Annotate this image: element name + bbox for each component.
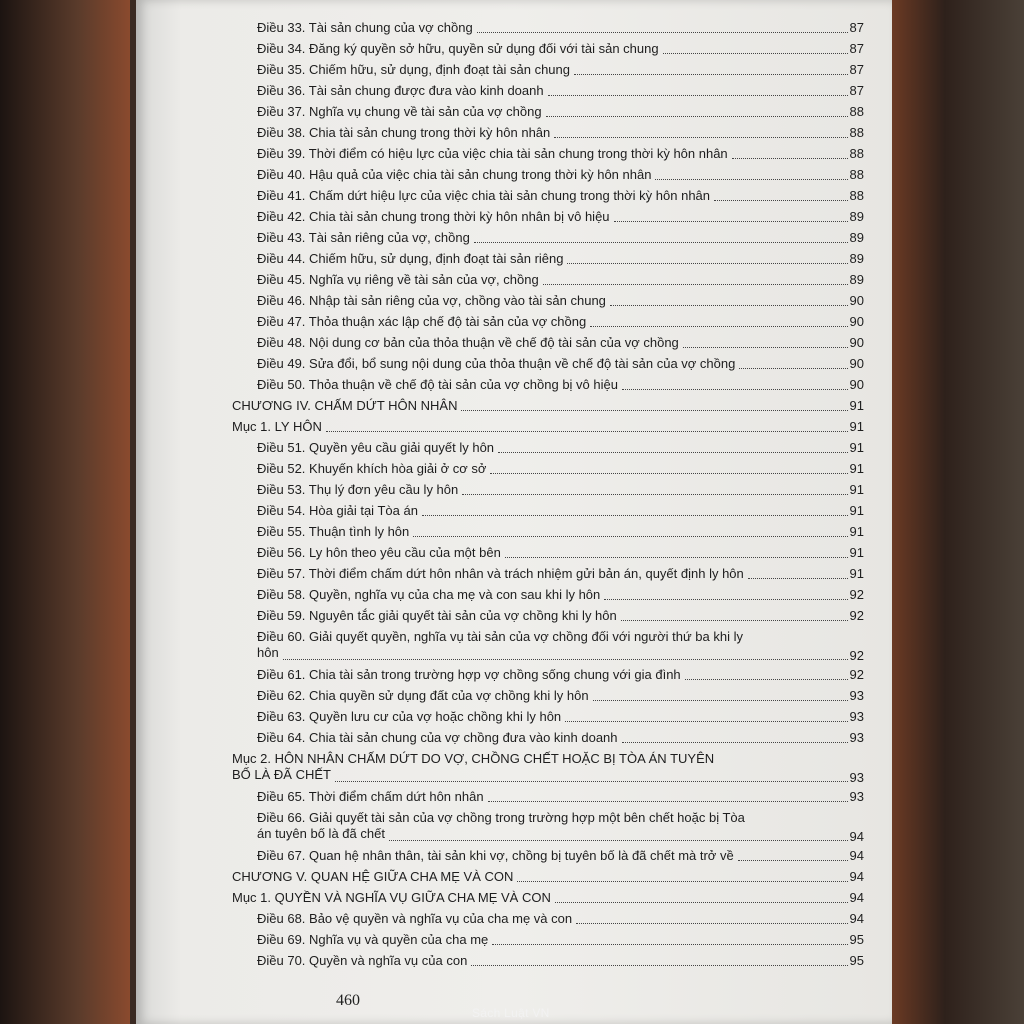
toc-entry-title: Điều 50. Thỏa thuận về chế độ tài sản của vợ chồng bị vô hiệu bbox=[257, 377, 618, 392]
dot-leader bbox=[492, 944, 848, 945]
toc-entry-title: Điều 44. Chiếm hữu, sử dụng, định đoạt tài sản riêng bbox=[257, 251, 564, 266]
toc-entry bbox=[257, 461, 864, 477]
dot-leader bbox=[471, 965, 848, 966]
toc-page-number: 94 bbox=[849, 829, 864, 844]
dot-leader bbox=[732, 158, 848, 159]
toc-entry bbox=[257, 62, 864, 78]
toc-entry-title: Điều 49. Sửa đổi, bổ sung nội dung của thỏa thuận về chế độ tài sản của vợ chồng bbox=[257, 356, 736, 371]
toc-heading bbox=[232, 869, 864, 885]
toc-entry-title: Điều 68. Bảo vệ quyền và nghĩa vụ của cha mẹ và con bbox=[257, 911, 573, 926]
toc-entry bbox=[257, 272, 864, 288]
toc-entry-title: Điều 41. Chấm dứt hiệu lực của việc chia tài sản chung trong thời kỳ hôn nhân bbox=[257, 188, 711, 203]
dot-leader bbox=[490, 473, 848, 474]
toc-entry-title: Điều 36. Tài sản chung được đưa vào kinh doanh bbox=[257, 83, 544, 98]
dot-leader bbox=[748, 578, 848, 579]
toc-entry-multiline bbox=[232, 751, 864, 787]
toc-entry-title: Điều 56. Ly hôn theo yêu cầu của một bên bbox=[257, 545, 501, 560]
toc-entry-title: Điều 34. Đăng ký quyền sở hữu, quyền sử dụng đối với tài sản chung bbox=[257, 41, 659, 56]
toc-entry-title: Điều 51. Quyền yêu cầu giải quyết ly hôn bbox=[257, 440, 495, 455]
toc-page-number: 94 bbox=[849, 848, 864, 863]
toc-entry-title: Điều 53. Thụ lý đơn yêu cầu ly hôn bbox=[257, 482, 459, 497]
toc-page-number: 92 bbox=[849, 667, 864, 682]
toc-entry bbox=[257, 587, 864, 603]
toc-page-number: 88 bbox=[849, 104, 864, 119]
toc-entry bbox=[257, 146, 864, 162]
toc-entry-title: Điều 60. Giải quyết quyền, nghĩa vụ tài sản của vợ chồng đối với người thứ ba khi ly bbox=[257, 629, 743, 644]
toc-page-number: 88 bbox=[849, 146, 864, 161]
toc-page-number: 93 bbox=[849, 770, 864, 785]
toc-page-number: 90 bbox=[849, 377, 864, 392]
dot-leader bbox=[683, 347, 848, 348]
toc-entry bbox=[257, 314, 864, 330]
toc-entry-title: Điều 38. Chia tài sản chung trong thời kỳ hôn nhân bbox=[257, 125, 551, 140]
dot-leader bbox=[389, 840, 848, 841]
toc-entry-title-continued: hôn bbox=[257, 645, 279, 660]
toc-page-number: 91 bbox=[849, 419, 864, 434]
dot-leader bbox=[590, 326, 848, 327]
page-number: 460 bbox=[336, 992, 360, 1009]
dot-leader bbox=[714, 200, 848, 201]
toc-entry bbox=[257, 356, 864, 372]
toc-page-number: 93 bbox=[849, 730, 864, 745]
toc-entry bbox=[257, 83, 864, 99]
dot-leader bbox=[548, 95, 848, 96]
dot-leader bbox=[622, 389, 848, 390]
toc-entry bbox=[257, 608, 864, 624]
dot-leader bbox=[543, 284, 848, 285]
toc-entry bbox=[257, 20, 864, 36]
toc-entry bbox=[257, 911, 864, 927]
toc-entry bbox=[257, 953, 864, 969]
toc-page-number: 93 bbox=[849, 709, 864, 724]
toc-entry bbox=[257, 209, 864, 225]
toc-entry bbox=[257, 789, 864, 805]
toc-entry bbox=[257, 377, 864, 393]
toc-page-number: 90 bbox=[849, 335, 864, 350]
toc-entry-title: CHƯƠNG IV. CHẤM DỨT HÔN NHÂN bbox=[232, 398, 458, 413]
dot-leader bbox=[739, 368, 848, 369]
book-spine-shadow bbox=[0, 0, 130, 1024]
toc-entry-title: Điều 57. Thời điểm chấm dứt hôn nhân và trách nhiệm gửi bản án, quyết định ly hôn bbox=[257, 566, 744, 581]
dot-leader bbox=[474, 242, 848, 243]
toc-entry-title-continued: BỐ LÀ ĐÃ CHẾT bbox=[232, 767, 331, 782]
toc-entry bbox=[257, 932, 864, 948]
toc-entry-title: Mục 1. QUYỀN VÀ NGHĨA VỤ GIỮA CHA MẸ VÀ CON bbox=[232, 890, 551, 905]
toc-page-number: 91 bbox=[849, 524, 864, 539]
dot-leader bbox=[621, 620, 848, 621]
toc-entry-multiline bbox=[257, 629, 864, 665]
toc-page-number: 95 bbox=[849, 932, 864, 947]
toc-entry-title: Điều 45. Nghĩa vụ riêng về tài sản của vợ, chồng bbox=[257, 272, 539, 287]
toc-entry-title: Điều 52. Khuyến khích hòa giải ở cơ sở bbox=[257, 461, 487, 476]
toc-page-number: 91 bbox=[849, 482, 864, 497]
toc-page-number: 93 bbox=[849, 688, 864, 703]
toc-page-number: 89 bbox=[849, 272, 864, 287]
toc-entry-title: Điều 58. Quyền, nghĩa vụ của cha mẹ và con sau khi ly hôn bbox=[257, 587, 601, 602]
toc-entry-title: Điều 54. Hòa giải tại Tòa án bbox=[257, 503, 418, 518]
toc-page-number: 91 bbox=[849, 566, 864, 581]
toc-entry bbox=[257, 104, 864, 120]
toc-page-number: 89 bbox=[849, 209, 864, 224]
dot-leader bbox=[283, 659, 848, 660]
toc-entry-title: Điều 39. Thời điểm có hiệu lực của việc chia tài sản chung trong thời kỳ hôn nhân bbox=[257, 146, 728, 161]
toc-entry-multiline bbox=[257, 810, 864, 846]
toc-entry bbox=[257, 667, 864, 683]
toc-page-number: 88 bbox=[849, 188, 864, 203]
toc-page-number: 87 bbox=[849, 41, 864, 56]
toc-entry-title: Điều 69. Nghĩa vụ và quyền của cha mẹ bbox=[257, 932, 489, 947]
dot-leader bbox=[546, 116, 848, 117]
dot-leader bbox=[498, 452, 848, 453]
toc-entry bbox=[257, 167, 864, 183]
toc-entry-title: Điều 64. Chia tài sản chung của vợ chồng đưa vào kinh doanh bbox=[257, 730, 618, 745]
toc-entry-title: Điều 66. Giải quyết tài sản của vợ chồng trong trường hợp một bên chết hoặc bị Tòa bbox=[257, 810, 745, 825]
toc-entry bbox=[257, 503, 864, 519]
dot-leader bbox=[622, 742, 848, 743]
dot-leader bbox=[567, 263, 848, 264]
toc-page-number: 91 bbox=[849, 503, 864, 518]
toc-entry-title: Điều 59. Nguyên tắc giải quyết tài sản của vợ chồng khi ly hôn bbox=[257, 608, 617, 623]
dot-leader bbox=[655, 179, 848, 180]
toc-page-number: 91 bbox=[849, 440, 864, 455]
toc-entry-title: Điều 46. Nhập tài sản riêng của vợ, chồng vào tài sản chung bbox=[257, 293, 606, 308]
dot-leader bbox=[610, 305, 848, 306]
dot-leader bbox=[413, 536, 848, 537]
dot-leader bbox=[555, 902, 848, 903]
dot-leader bbox=[326, 431, 848, 432]
dot-leader bbox=[565, 721, 848, 722]
toc-heading bbox=[232, 419, 864, 435]
toc-page-number: 94 bbox=[849, 890, 864, 905]
dot-leader bbox=[614, 221, 848, 222]
toc-entry-title: Điều 67. Quan hệ nhân thân, tài sản khi vợ, chồng bị tuyên bố là đã chết mà trở về bbox=[257, 848, 734, 863]
toc-page-number: 92 bbox=[849, 648, 864, 663]
toc-entry bbox=[257, 566, 864, 582]
dot-leader bbox=[576, 923, 848, 924]
toc-entry-title: Mục 1. LY HÔN bbox=[232, 419, 322, 434]
toc-entry-title: Điều 43. Tài sản riêng của vợ, chồng bbox=[257, 230, 470, 245]
toc-entry bbox=[257, 293, 864, 309]
toc-page-number: 87 bbox=[849, 83, 864, 98]
toc-page-number: 94 bbox=[849, 911, 864, 926]
toc-entry-title: Điều 37. Nghĩa vụ chung về tài sản của vợ chồng bbox=[257, 104, 542, 119]
toc-entry bbox=[257, 848, 864, 864]
toc-page-number: 91 bbox=[849, 461, 864, 476]
toc-page-number: 91 bbox=[849, 545, 864, 560]
dot-leader bbox=[517, 881, 848, 882]
dot-leader bbox=[462, 494, 848, 495]
toc-page-number: 92 bbox=[849, 608, 864, 623]
dot-leader bbox=[477, 32, 848, 33]
toc-page-number: 89 bbox=[849, 230, 864, 245]
toc-entry bbox=[257, 440, 864, 456]
dot-leader bbox=[422, 515, 848, 516]
toc-entry-title: CHƯƠNG V. QUAN HỆ GIỮA CHA MẸ VÀ CON bbox=[232, 869, 514, 884]
toc-entry-title: Điều 63. Quyền lưu cư của vợ hoặc chồng khi ly hôn bbox=[257, 709, 562, 724]
toc-page-number: 93 bbox=[849, 789, 864, 804]
toc-entry bbox=[257, 688, 864, 704]
toc-entry-title: Mục 2. HÔN NHÂN CHẤM DỨT DO VỢ, CHỒNG CHẾT HOẶC BỊ TÒA ÁN TUYÊN bbox=[232, 751, 715, 766]
dot-leader bbox=[505, 557, 848, 558]
toc-entry bbox=[257, 125, 864, 141]
toc-entry-title: Điều 42. Chia tài sản chung trong thời kỳ hôn nhân bị vô hiệu bbox=[257, 209, 610, 224]
toc-entry-title: Điều 61. Chia tài sản trong trường hợp vợ chồng sống chung với gia đình bbox=[257, 667, 681, 682]
toc-page-number: 91 bbox=[849, 398, 864, 413]
toc-entry-title: Điều 47. Thỏa thuận xác lập chế độ tài sản của vợ chồng bbox=[257, 314, 587, 329]
toc-page-number: 89 bbox=[849, 251, 864, 266]
dot-leader bbox=[663, 53, 848, 54]
watermark-brand: Sách Luật VN bbox=[472, 1006, 550, 1020]
book-page bbox=[136, 0, 892, 1024]
toc-page-number: 88 bbox=[849, 125, 864, 140]
toc-entry bbox=[257, 482, 864, 498]
toc-heading bbox=[232, 398, 864, 414]
toc-entry bbox=[257, 524, 864, 540]
toc-page-number: 88 bbox=[849, 167, 864, 182]
toc-page-number: 90 bbox=[849, 314, 864, 329]
toc-page-number: 90 bbox=[849, 293, 864, 308]
dot-leader bbox=[604, 599, 848, 600]
toc-page-number: 94 bbox=[849, 869, 864, 884]
toc-entry bbox=[257, 188, 864, 204]
toc-page-number: 87 bbox=[849, 62, 864, 77]
toc-entry-title: Điều 40. Hậu quả của việc chia tài sản chung trong thời kỳ hôn nhân bbox=[257, 167, 652, 182]
toc-entry bbox=[257, 709, 864, 725]
toc-entry-title: Điều 70. Quyền và nghĩa vụ của con bbox=[257, 953, 468, 968]
dot-leader bbox=[461, 410, 848, 411]
dot-leader bbox=[574, 74, 848, 75]
toc-entry-title: Điều 55. Thuận tình ly hôn bbox=[257, 524, 410, 539]
toc-page-number: 95 bbox=[849, 953, 864, 968]
toc-page-number: 92 bbox=[849, 587, 864, 602]
toc-entry-title: Điều 33. Tài sản chung của vợ chồng bbox=[257, 20, 473, 35]
toc-entry-title: Điều 62. Chia quyền sử dụng đất của vợ chồng khi ly hôn bbox=[257, 688, 589, 703]
dot-leader bbox=[335, 781, 848, 782]
toc-entry bbox=[257, 41, 864, 57]
toc-page-number: 87 bbox=[849, 20, 864, 35]
dot-leader bbox=[738, 860, 848, 861]
toc-entry bbox=[257, 730, 864, 746]
toc-entry-title-continued: án tuyên bố là đã chết bbox=[257, 826, 385, 841]
toc-entry bbox=[257, 545, 864, 561]
toc-entry bbox=[257, 251, 864, 267]
toc-entry-title: Điều 35. Chiếm hữu, sử dụng, định đoạt tài sản chung bbox=[257, 62, 570, 77]
dot-leader bbox=[685, 679, 848, 680]
toc-page-number: 90 bbox=[849, 356, 864, 371]
toc-entry-title: Điều 48. Nội dung cơ bản của thỏa thuận về chế độ tài sản của vợ chồng bbox=[257, 335, 679, 350]
book-page-edge bbox=[892, 0, 1024, 1024]
toc-entry bbox=[257, 335, 864, 351]
toc-heading bbox=[232, 890, 864, 906]
toc-entry-title: Điều 65. Thời điểm chấm dứt hôn nhân bbox=[257, 789, 484, 804]
dot-leader bbox=[488, 801, 848, 802]
dot-leader bbox=[593, 700, 848, 701]
dot-leader bbox=[554, 137, 848, 138]
toc-entry bbox=[257, 230, 864, 246]
